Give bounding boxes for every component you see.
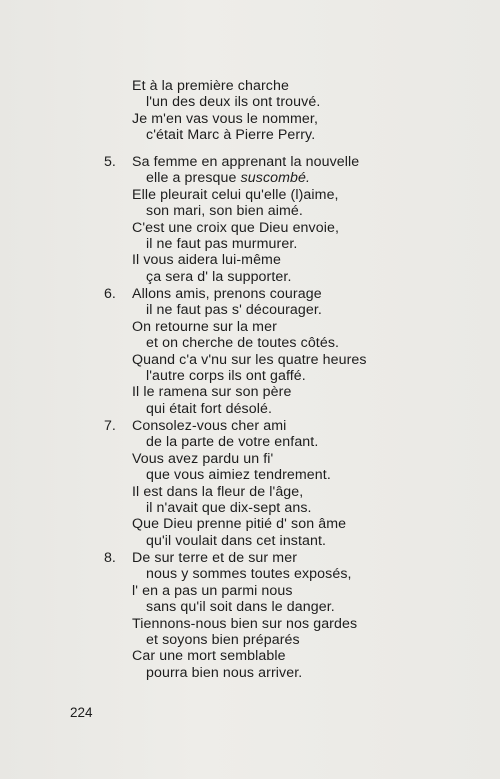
verse-text: Consolez-vous cher ami [132,418,287,434]
verse-line [146,434,318,450]
verse-line [146,170,310,186]
verse-text: de la parte de votre enfant. [146,434,319,451]
verse-text: Quand c'a v'nu sur les quatre heures [132,351,367,368]
verse-text: Et à la première charche [132,78,289,94]
verse-text: sans qu'il soit dans le danger. [146,599,335,616]
verse-line [146,269,292,285]
verse-line [132,111,318,127]
verse-text: Allons amis, prenons courage [132,286,322,302]
verse-line [146,203,303,219]
verse-text: Vous avez pardu un fi' [132,450,274,467]
verse-text: il n'avait que dix-sept ans. [146,500,312,516]
verse-text: elle a presque [146,170,241,187]
verse-line [132,484,303,500]
verse-text: il ne faut pas s' décourager. [146,302,322,319]
verse-line [146,368,306,384]
verse-text: qu'il voulait dans cet instant. [146,532,327,549]
stanza-number: 7. [104,418,116,434]
stanza-number: 5. [104,154,116,170]
verse-text: Il le ramena sur son père [132,384,292,401]
stanza-number: 8. [104,550,116,566]
verse-text: il ne faut pas murmurer. [146,236,298,252]
verse-text: C'est une croix que Dieu envoie, [132,219,340,236]
verse-line [132,352,367,368]
verse-line [132,187,339,203]
verse-text: Elle pleurait celui qu'elle (l)aime, [132,186,339,203]
verse-line [132,78,289,94]
verse-text: Que Dieu prenne pitié d' son âme [132,516,347,533]
verse-line [146,236,297,252]
verse-text: Je m'en vas vous le nommer, [132,110,318,127]
verse-line [132,583,293,599]
verse-line [132,516,346,532]
verse-line [132,418,286,434]
verse-line [146,533,326,549]
verse-line [146,94,320,110]
verse-line [132,550,297,566]
verse-line [146,302,322,318]
verse-text: et on cherche de toutes côtés. [146,335,340,352]
verse-text: De sur terre et de sur mer [132,550,298,566]
verse-line [146,599,335,615]
verse-text: Il vous aidera lui-même [132,252,281,269]
verse-line [146,632,300,648]
stanza-number: 6. [104,286,116,302]
verse-line [146,401,272,417]
verse-line [132,220,339,236]
verse-line [132,451,273,467]
verse-text: c'était Marc à Pierre Perry. [146,127,316,144]
verse-line [132,319,277,335]
verse-text: nous y sommes toutes exposés, [146,566,352,583]
verse-text: qui était fort désolé. [146,400,273,417]
verse-text: que vous aimiez tendrement. [146,467,331,484]
verse-text: pourra bien nous arriver. [146,664,303,681]
verse-line [132,384,291,400]
verse-line [132,648,286,664]
verse-text: Tiennons-nous bien sur nos gardes [132,615,358,632]
verse-text: ça sera d' la supporter. [146,268,292,285]
verse-line [146,335,339,351]
verse-line [146,500,312,516]
verse-text: l'autre corps ils ont gaffé. [146,368,306,384]
verse-text: Sa femme en apprenant la nouvelle [132,154,360,170]
verse-line [146,467,331,483]
verse-line [146,665,302,681]
verse-text: On retourne sur la mer [132,318,277,335]
verse-line [132,154,359,170]
verse-line [146,566,352,582]
verse-line [146,127,315,143]
verse-text: l' en a pas un parmi nous [132,582,293,599]
verse-italic-text: suscombé. [240,170,311,187]
verse-line [132,286,322,302]
verse-line [132,616,357,632]
verse-text: Il est dans la fleur de l'âge, [132,483,304,500]
verse-text: l'un des deux ils ont trouvé. [146,94,321,111]
verse-text: Car une mort semblable [132,648,286,665]
verse-text: et soyons bien préparés [146,632,300,648]
verse-line [132,252,281,268]
verse-text: son mari, son bien aimé. [146,203,303,220]
page-number: 224 [70,705,93,720]
